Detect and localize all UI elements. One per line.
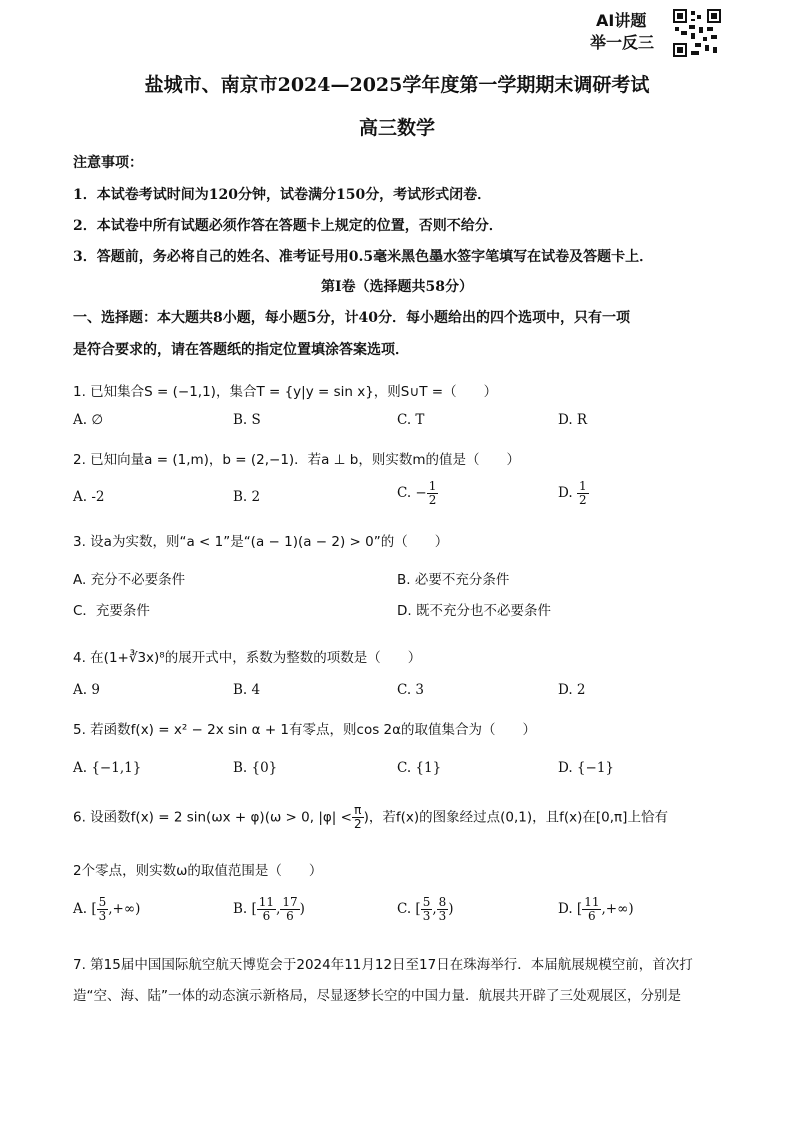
question-2-option-d[interactable] — [558, 480, 589, 507]
volume-heading: 第Ⅰ卷（选择题共58分） — [320, 279, 474, 295]
question-3-option-c[interactable]: C．充要条件 — [73, 603, 150, 619]
stem-part-b: )，若f(x)的图象经过点(0,1)，且f(x)在[0,π]上恰有 — [363, 809, 668, 826]
fraction — [97, 896, 109, 923]
option-c-prefix: C. − — [397, 485, 427, 501]
question-1-option-b[interactable]: B. S — [233, 412, 261, 428]
fraction — [437, 896, 449, 923]
option-d-prefix: D. — [558, 485, 577, 501]
question-4-option-a[interactable]: A. 9 — [73, 682, 100, 698]
denominator: 6 — [286, 909, 294, 923]
question-5-stem: 5. 若函数f(x) = x² − 2x sin α + 1有零点，则cos 2α的取值集合为（ ） — [73, 722, 537, 738]
section-instruction-line1: 一、选择题：本大题共8小题，每小题5分，计40分．每小题给出的四个选项中，只有一项 — [73, 310, 630, 326]
question-2-option-b[interactable]: B. 2 — [233, 489, 261, 505]
question-6-stem-line2: 2个零点，则实数ω的取值范围是（ ） — [73, 863, 323, 879]
denominator: 3 — [438, 909, 447, 923]
fraction — [257, 896, 276, 923]
question-1-option-d[interactable]: D. R — [558, 412, 588, 428]
question-1-stem: 1. 已知集合S = (−1,1)，集合T = {y|y = sin x}，则S∪T =（ ） — [73, 384, 498, 400]
question-4-option-d[interactable]: D. 2 — [558, 682, 586, 698]
note-item-1: 1．本试卷考试时间为120分钟，试卷满分150分，考试形式闭卷． — [73, 187, 492, 203]
question-5-option-a[interactable]: A. {−1,1} — [73, 760, 142, 776]
fraction — [421, 896, 433, 923]
denominator: 2 — [578, 493, 587, 507]
option-b-prefix: B. [ — [233, 901, 257, 917]
note-item-2: 2．本试卷中所有试题必须作答在答题卡上规定的位置，否则不给分． — [73, 218, 503, 234]
fraction — [577, 480, 589, 507]
question-3-option-d[interactable]: D. 既不充分也不必要条件 — [397, 603, 551, 619]
denominator: 6 — [588, 909, 596, 923]
question-6-option-b[interactable]: B. [ $\frac{11}{6}$ , $\frac{17}{6}$ ) — [233, 895, 305, 923]
denominator: 3 — [422, 909, 431, 923]
question-2-stem: 2. 已知向量a = (1,m)，b = (2,−1)．若a ⊥ b，则实数m的值是（ ） — [73, 452, 521, 468]
ai-badge-line2: 举一反三 — [590, 33, 655, 52]
option-a-suffix: ,+∞) — [108, 901, 141, 917]
question-1-option-c[interactable]: C. T — [397, 412, 425, 428]
option-d-prefix: D. [ — [558, 901, 583, 917]
question-6-option-c[interactable]: C. [ $\frac{5}{3}$ , $\frac{8}{3}$ ) — [397, 895, 454, 923]
numerator: 1 — [428, 479, 437, 493]
option-d-suffix: ,+∞) — [601, 901, 634, 917]
fraction — [280, 896, 299, 923]
question-7-line1: 7. 第15届中国国际航空航天博览会于2024年11月12日至17日在珠海举行．本届航展规模空前，首次打 — [73, 957, 693, 973]
fraction — [582, 896, 601, 923]
question-4-stem: 4. 在(1+∛3x)⁸的展开式中，系数为整数的项数是（ ） — [73, 650, 422, 666]
numerator: 11 — [584, 895, 600, 909]
option-c-prefix: C. [ — [397, 901, 421, 917]
denominator: 2 — [353, 817, 362, 831]
question-6-option-d[interactable] — [558, 896, 634, 923]
section-instruction-line2: 是符合要求的，请在答题纸的指定位置填涂答案选项． — [73, 342, 409, 358]
question-3-option-a[interactable]: A. 充分不必要条件 — [73, 572, 186, 588]
option-c-suffix: ) — [448, 901, 454, 917]
question-3-option-b[interactable]: B. 必要不充分条件 — [397, 572, 510, 588]
numerator: 17 — [282, 895, 298, 909]
option-b-suffix: ) — [299, 901, 305, 917]
fraction — [352, 804, 364, 831]
numerator: 8 — [438, 895, 447, 909]
question-3-stem: 3. 设a为实数，则“a < 1”是“(a − 1)(a − 2) > 0”的（ ） — [73, 534, 449, 550]
qr-code-icon[interactable] — [673, 9, 721, 57]
numerator: 1 — [578, 479, 587, 493]
denominator: 6 — [262, 909, 271, 923]
question-7-line2: 造“空、海、陆”一体的动态演示新格局，尽显逐梦长空的中国力量．航展共开辟了三处观展区，分别是 — [73, 988, 681, 1004]
stem-part-a: 6. 设函数f(x) = 2 sin(ωx + φ)(ω > 0, |φ| < — [73, 809, 352, 826]
numerator: 11 — [258, 895, 275, 909]
question-6-stem — [73, 804, 668, 831]
question-4-option-b[interactable]: B. 4 — [233, 682, 261, 698]
notes-heading: 注意事项： — [73, 155, 143, 171]
question-2-option-a[interactable]: A. -2 — [73, 489, 105, 505]
page-title: 盐城市、南京市2024—2025学年度第一学期期末调研考试 — [144, 74, 650, 96]
fraction — [427, 480, 439, 507]
option-a-prefix: A. [ — [73, 901, 97, 917]
ai-badge — [590, 10, 654, 54]
denominator: 3 — [98, 909, 107, 923]
page-subtitle: 高三数学 — [358, 117, 435, 139]
question-1-option-a[interactable]: A. ∅ — [73, 412, 104, 428]
denominator: 2 — [428, 493, 437, 507]
question-2-option-c[interactable] — [397, 480, 438, 507]
ai-badge-line1: AI讲题 — [596, 11, 647, 30]
question-5-option-c[interactable]: C. {1} — [397, 760, 442, 776]
numerator: 5 — [422, 895, 431, 909]
question-6-option-a[interactable] — [73, 896, 140, 923]
numerator: 5 — [98, 895, 107, 909]
question-4-option-c[interactable]: C. 3 — [397, 682, 425, 698]
note-item-3: 3．答题前，务必将自己的姓名、准考证号用0.5毫米黑色墨水签字笔填写在试卷及答题卡上． — [73, 249, 654, 265]
numerator: π — [352, 804, 364, 818]
question-5-option-d[interactable]: D. {−1} — [558, 760, 615, 776]
question-5-option-b[interactable]: B. {0} — [233, 760, 278, 776]
